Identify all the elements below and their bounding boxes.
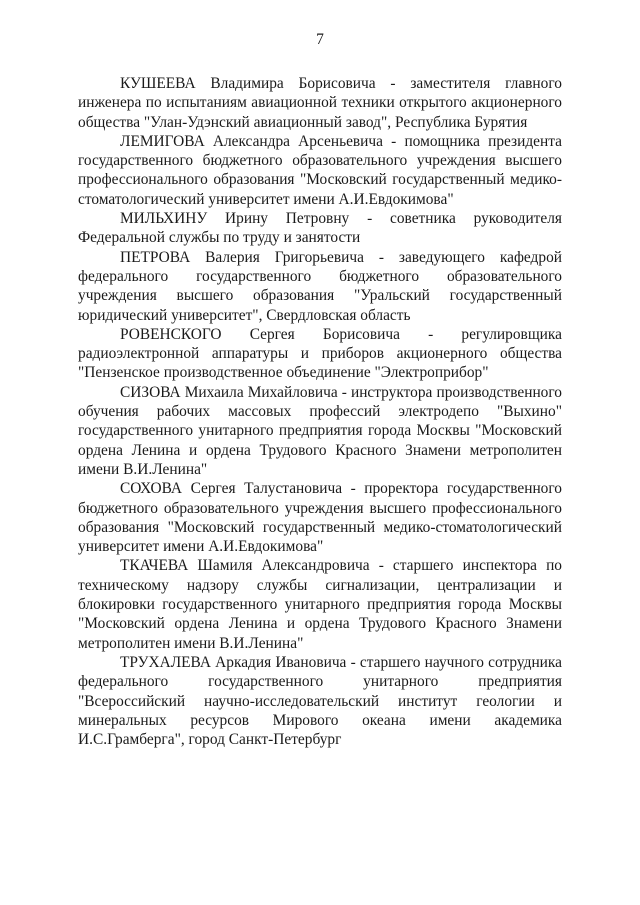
award-entry: ТРУХАЛЕВА Аркадия Ивановича - старшего научного сотрудника федерального государственного унитарного предприятия "Всероссийский научно-исследовательский институт геологии и минеральных ресурсов Мирового океана имени академика И.С.Грамберга", город Санкт-Петербург	[78, 653, 562, 749]
award-entry: СОХОВА Сергея Талустановича - проректора государственного бюджетного образовательного учреждения высшего профессионального образования "Московский государственный медико-стоматологический университет имени А.И.Евдокимова"	[78, 480, 562, 556]
page-number: 7	[316, 31, 324, 48]
award-entry: ПЕТРОВА Валерия Григорьевича - заведующего кафедрой федерального государственного бюджетного образовательного учреждения высшего образования "Уральский государственный юридический университет", Свердловская область	[78, 248, 562, 324]
award-entry: КУШЕЕВА Владимира Борисовича - заместителя главного инженера по испытаниям авиационной техники открытого акционерного общества "Улан-Удэнский авиационный завод", Республика Бурятия	[78, 75, 562, 131]
award-entry: СИЗОВА Михаила Михайловича - инструктора производственного обучения рабочих массовых профессий электродепо "Выхино" государственного унитарного предприятия города Москвы "Московский ордена Ленина и ордена Трудового Красного Знамени метрополитен имени В.И.Ленина"	[78, 383, 562, 478]
award-entry: РОВЕНСКОГО Сергея Борисовича - регулировщика радиоэлектронной аппаратуры и приборов акционерного общества "Пензенское производственное объединение "Электроприбор"	[78, 325, 562, 382]
award-entry: МИЛЬХИНУ Ирину Петровну - советника руководителя Федеральной службы по труду и занятости	[78, 210, 562, 247]
award-entry: ТКАЧЕВА Шамиля Александровича - старшего инспектора по техническому надзору службы сигнализации, централизации и блокировки государственного унитарного предприятия города Москвы "Московский ордена Ленина и ордена Трудового Красного Знамени метрополитен имени В.И.Ленина"	[78, 557, 562, 652]
award-entry: ЛЕМИГОВА Александра Арсеньевича - помощника президента государственного бюджетного образовательного учреждения высшего профессионального образования "Московский государственный медико-стоматологический университет имени А.И.Евдокимова"	[78, 132, 562, 208]
decree-body	[78, 74, 562, 749]
